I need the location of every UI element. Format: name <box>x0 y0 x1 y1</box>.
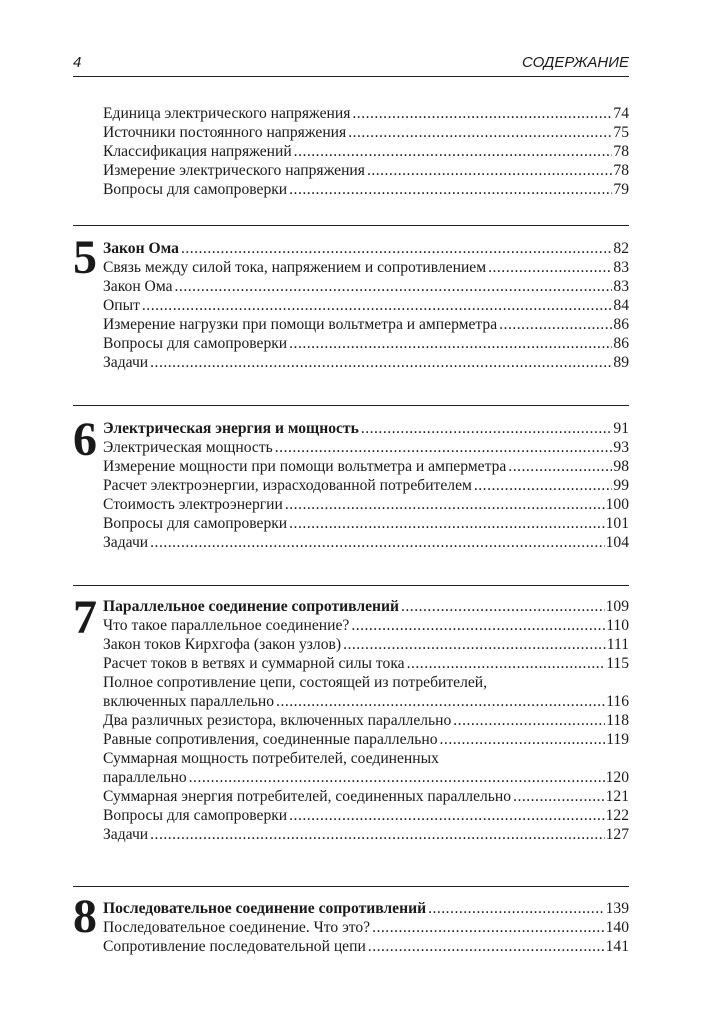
toc-entry-label: Вопросы для самопроверки <box>103 807 288 824</box>
toc-entry-page: 84 <box>613 297 629 314</box>
toc-entry[interactable] <box>103 104 629 123</box>
chapter-title: Закон Ома <box>103 240 179 257</box>
toc-entry[interactable] <box>103 787 629 806</box>
dot-leader <box>275 438 613 457</box>
toc-entry-page: 119 <box>606 731 629 748</box>
toc-entry-label: Задачи <box>103 354 149 371</box>
toc-entry-label: Расчет электроэнергии, израсходованной потребителем <box>103 477 472 494</box>
toc-entry-page: 98 <box>613 458 629 475</box>
dot-leader <box>289 806 604 825</box>
toc-entry-label: Суммарная энергия потребителей, соединенных параллельно <box>103 788 512 805</box>
page-number: 4 <box>73 54 82 71</box>
dot-leader <box>150 533 604 552</box>
toc-entry-page: 104 <box>605 534 629 551</box>
dot-leader <box>499 315 612 334</box>
dot-leader <box>285 495 605 514</box>
toc-entry-label: Опыт <box>103 297 140 314</box>
toc-entry[interactable] <box>103 806 629 825</box>
toc-entry-page: 122 <box>605 807 629 824</box>
toc-entry-label: Задачи <box>103 826 149 843</box>
toc-entry-label: Измерение электрического напряжения <box>103 162 365 179</box>
toc-entry-label: Закон токов Кирхгофа (закон узлов) <box>103 636 342 653</box>
toc-entry-page: 78 <box>613 162 629 179</box>
toc-entry-page: 99 <box>613 477 629 494</box>
chapter-title-entry[interactable] <box>103 419 629 438</box>
chapter-number: 6 <box>73 413 97 466</box>
toc-entry-page: 89 <box>613 354 629 371</box>
toc-entry-page: 140 <box>605 919 629 936</box>
chapter-number: 7 <box>73 591 97 644</box>
toc-entry-page: 111 <box>606 636 629 653</box>
dot-leader <box>367 161 612 180</box>
toc-entry[interactable] <box>103 315 629 334</box>
toc-entry-page: 116 <box>606 693 629 710</box>
toc-entry[interactable] <box>103 277 629 296</box>
toc-entry[interactable] <box>103 296 629 315</box>
dot-leader <box>474 476 613 495</box>
toc-entry-label: Классификация напряжений <box>103 143 292 160</box>
toc-entry[interactable] <box>103 334 629 353</box>
toc-entry-page: 83 <box>613 259 629 276</box>
chapter-number: 8 <box>73 890 97 943</box>
dot-leader <box>508 457 612 476</box>
toc-entry-page: 78 <box>613 143 629 160</box>
toc-entry[interactable] <box>103 438 629 457</box>
toc-entry[interactable] <box>103 918 629 937</box>
running-title: СОДЕРЖАНИЕ <box>521 54 629 71</box>
toc-entry-page: 91 <box>613 420 629 437</box>
toc-chapter-6 <box>73 405 629 551</box>
toc-entry[interactable] <box>103 514 629 533</box>
dot-leader <box>181 239 612 258</box>
toc-entry[interactable] <box>103 730 629 749</box>
toc-entry-label: Расчет токов в ветвях и суммарной силы тока <box>103 655 405 672</box>
toc-entry-page: 139 <box>605 900 629 917</box>
dot-leader <box>351 616 605 635</box>
dot-leader <box>401 597 605 616</box>
toc-entry-label: Связь между силой тока, напряжением и сопротивлением <box>103 259 487 276</box>
dot-leader <box>289 514 604 533</box>
toc-entry-label: Последовательное соединение. Что это? <box>103 919 371 936</box>
toc-entry[interactable] <box>103 825 629 844</box>
toc-entry-label: Два различных резистора, включенных параллельно <box>103 712 452 729</box>
toc-entry[interactable] <box>103 495 629 514</box>
toc-entry-page: 115 <box>606 655 629 672</box>
dot-leader <box>189 768 605 787</box>
toc-entry-label: Сопротивление последовательной цепи <box>103 938 366 955</box>
chapter-title-entry[interactable] <box>103 597 629 616</box>
toc-entry-page: 93 <box>613 439 629 456</box>
toc-chapter-5 <box>73 225 629 371</box>
toc-entry-label: Равные сопротивления, соединенные параллельно <box>103 731 438 748</box>
dot-leader <box>289 180 612 199</box>
toc-entry[interactable] <box>103 533 629 552</box>
toc-entry-page: 74 <box>613 105 629 122</box>
toc-entry-page: 127 <box>605 826 629 843</box>
dot-leader <box>289 334 612 353</box>
toc-entry[interactable] <box>103 768 629 787</box>
dot-leader <box>343 635 606 654</box>
toc-entry-page: 86 <box>613 335 629 352</box>
toc-entry-label: Вопросы для самопроверки <box>103 515 288 532</box>
toc-entry[interactable] <box>103 616 629 635</box>
chapter-number: 5 <box>73 231 97 284</box>
toc-entry[interactable] <box>103 258 629 277</box>
toc-entry[interactable] <box>103 353 629 372</box>
toc-entry[interactable] <box>103 142 629 161</box>
toc-entry-label: Измерение мощности при помощи вольтметра и амперметра <box>103 458 507 475</box>
toc-entry-label: Источники постоянного напряжения <box>103 124 347 141</box>
toc-entry-page: 120 <box>605 769 629 786</box>
dot-leader <box>142 296 613 315</box>
dot-leader <box>368 937 605 956</box>
toc-entry-label: Закон Ома <box>103 278 173 295</box>
toc-entry-page: 101 <box>605 515 629 532</box>
toc-entry-page: 110 <box>606 617 629 634</box>
toc-entry-label: Что такое параллельное соединение? <box>103 617 350 634</box>
dot-leader <box>407 654 606 673</box>
chapter-title: Последовательное соединение сопротивлений <box>103 900 427 917</box>
toc-entry[interactable] <box>103 937 629 956</box>
chapter-title-entry[interactable] <box>103 239 629 258</box>
dot-leader <box>428 899 605 918</box>
toc-entry[interactable] <box>103 711 629 730</box>
dot-leader <box>294 142 613 161</box>
toc-entry-label: Вопросы для самопроверки <box>103 181 288 198</box>
running-header <box>73 52 629 77</box>
dot-leader <box>352 104 612 123</box>
chapter-title: Электрическая энергия и мощность <box>103 420 359 437</box>
dot-leader <box>348 123 612 142</box>
toc-entry-label: параллельно <box>103 769 187 786</box>
toc-entry-page: 86 <box>613 316 629 333</box>
dot-leader <box>276 692 605 711</box>
toc-entry-page: 79 <box>613 181 629 198</box>
toc-entry[interactable] <box>103 476 629 495</box>
toc-entry[interactable] <box>103 161 629 180</box>
toc-entry-page: 109 <box>605 598 629 615</box>
toc-entry-wrapped-line: Полное сопротивление цепи, состоящей из потребителей, <box>103 674 488 691</box>
toc-entry-page: 121 <box>605 788 629 805</box>
chapter-title-entry[interactable] <box>103 899 629 918</box>
dot-leader <box>372 918 605 937</box>
dot-leader <box>440 730 606 749</box>
dot-leader <box>488 258 612 277</box>
dot-leader <box>150 825 604 844</box>
toc-entry-page: 75 <box>613 124 629 141</box>
dot-leader <box>150 353 612 372</box>
toc-entry-page: 118 <box>606 712 629 729</box>
toc-entry-label: Вопросы для самопроверки <box>103 335 288 352</box>
toc-entry[interactable] <box>103 457 629 476</box>
toc-entry[interactable] <box>103 123 629 142</box>
dot-leader <box>453 711 605 730</box>
chapter-title: Параллельное соединение сопротивлений <box>103 598 399 615</box>
toc-entry[interactable] <box>103 654 629 673</box>
dot-leader <box>513 787 605 806</box>
toc-entry-label: Измерение нагрузки при помощи вольтметра и амперметра <box>103 316 498 333</box>
toc-entry[interactable] <box>103 635 629 654</box>
toc-entry-wrapped-line: Суммарная мощность потребителей, соединенных <box>103 750 439 767</box>
toc-entry-page: 100 <box>605 496 629 513</box>
toc-entry-page: 82 <box>613 240 629 257</box>
toc-entry[interactable] <box>103 692 629 711</box>
dot-leader <box>175 277 613 296</box>
toc-entry-label: Единица электрического напряжения <box>103 105 351 122</box>
dot-leader <box>361 419 613 438</box>
toc-chapter-7 <box>73 585 629 843</box>
toc-entry-page: 83 <box>613 278 629 295</box>
toc-entry-label: Стоимость электроэнергии <box>103 496 283 513</box>
toc-entry[interactable] <box>103 180 629 199</box>
toc-entry-page: 141 <box>605 938 629 955</box>
toc-entry-label: включенных параллельно <box>103 693 275 710</box>
toc-entry-label: Электрическая мощность <box>103 439 273 456</box>
toc-chapter-8 <box>73 886 629 955</box>
toc-entry-label: Задачи <box>103 534 149 551</box>
